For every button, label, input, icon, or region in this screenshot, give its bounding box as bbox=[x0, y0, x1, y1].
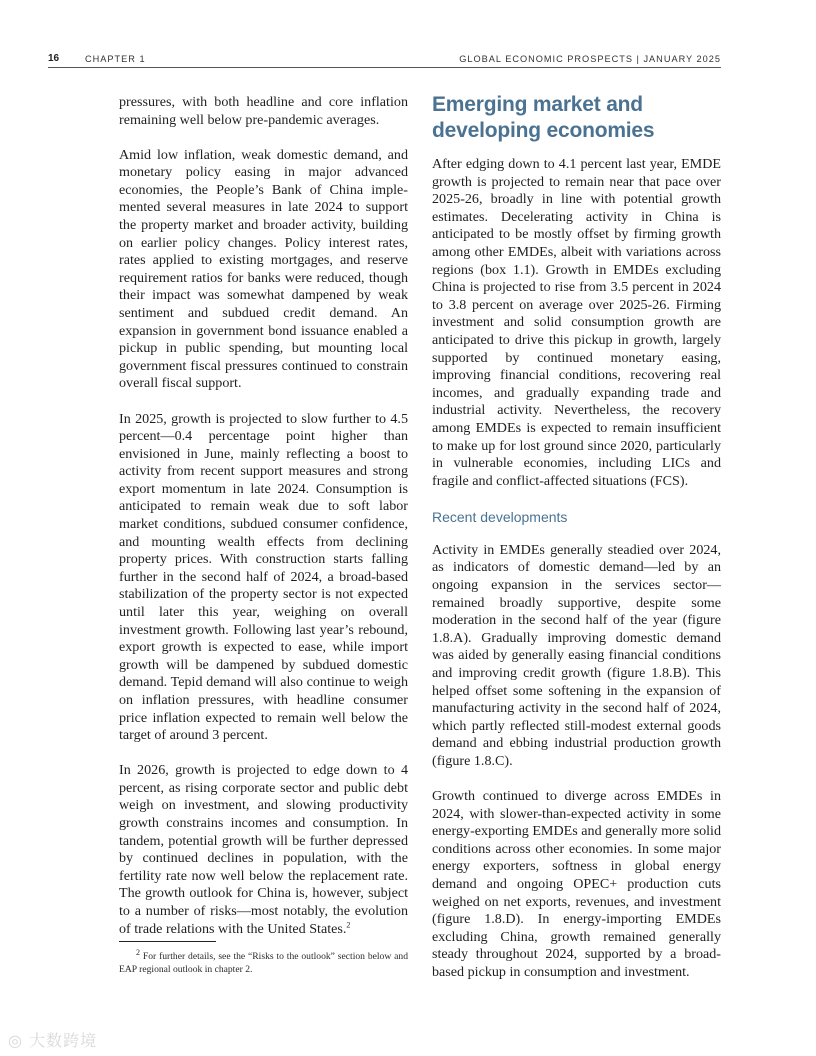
watermark-text: 大数跨境 bbox=[29, 1031, 98, 1050]
footnote bbox=[119, 947, 408, 976]
paragraph: pressures, with both headline and core inflation remaining well below pre-pandemic averages. bbox=[119, 94, 408, 128]
footnote-divider bbox=[119, 941, 216, 942]
paragraph: In 2025, growth is projected to slow further to 4.5 percent—0.4 percentage point higher than envisioned in June, mainly reflecting a boost to activity from recent support measures and strong export momentum in late 2024. Consumption is anticipated to remain weak due to soft labor market conditions, subdued consumer confidence, and mounting wealth effects from declining property prices. With construction starts falling further in the second half of 2024, a broad-based stabilization of the property sector is not expected until later this year, weighing on overall investment growth. Following last year’s rebound, export growth is expected to ease, while import growth will be dampened by subdued domestic demand. Tepid demand will also continue to weigh on inflation pressures, with headline consumer price inflation expected to remain well below the target of around 3 percent. bbox=[119, 410, 408, 744]
footnote-marker: 2 bbox=[136, 947, 140, 957]
section-heading: Emerging market and developing economies bbox=[432, 93, 655, 142]
left-column bbox=[119, 94, 408, 956]
page-number: 16 bbox=[48, 53, 60, 64]
paragraph-with-footnote bbox=[119, 762, 408, 938]
paragraph-text: In 2026, growth is projected to edge down to 4 percent, as rising corporate sector and public debt weigh on investment, and slowing productivity growth constrains incomes and consumption. In tandem, potential growth will be further depressed by continued declines in population, with the fertility rate now well below the replacement rate. The growth outlook for China is, however, subject to a number of risks—most notably, the evolution of trade relations with the United States. bbox=[119, 762, 408, 937]
footnote-reference[interactable]: 2 bbox=[346, 919, 351, 929]
watermark-icon: ◎ bbox=[8, 1031, 23, 1050]
report-title: GLOBAL ECONOMIC PROSPECTS | JANUARY 2025 bbox=[459, 54, 721, 64]
paragraph: Growth continued to diverge across EMDEs in 2024, with slower-than-expected activity in some energy-exporting EMDEs and generally more solid conditions across other economies. In some major energy exporters, softness in global energy demand and ongoing OPEC+ production cuts weighed on net exports, revenues, and investment (figure 1.8.D). In energy-importing EMDEs excluding China, growth remained generally steady throughout 2024, supported by a broad-based pickup in consumption and investment. bbox=[432, 788, 721, 980]
subsection-heading: Recent developments bbox=[432, 508, 568, 525]
running-header bbox=[48, 51, 721, 68]
right-column bbox=[432, 92, 721, 999]
intro-paragraph: After edging down to 4.1 percent last year, EMDE growth is projected to remain near that pace over 2025-26, broadly in line with potential growth estimates. Decelerating activity in China is anticipated to be mostly offset by firming growth among other EMDEs, albeit with variations across regions (box 1.1). Growth in EMDEs excluding China is projected to rise from 3.5 percent in 2024 to 3.8 percent on average over 2025-26. Firming investment and solid consumption growth are anticipated to drive this pickup in growth, largely supported by continued monetary easing, improving financial conditions, recovering real incomes, and gradually expanding trade and industrial activity. Nevertheless, the recovery among EMDEs is expected to remain insufficient to make up for lost ground since 2020, particularly in vulnerable economies, including LICs and fragile and conflict-affected situations (FCS). bbox=[432, 156, 721, 489]
watermark-logo bbox=[8, 1028, 97, 1051]
footnote-text: For further details, see the “Risks to the outlook” section below and EAP regional outlook in chapter 2. bbox=[119, 951, 408, 975]
chapter-label: CHAPTER 1 bbox=[85, 54, 146, 64]
paragraph: Activity in EMDEs generally steadied over 2024, as indicators of domestic demand—led by an ongoing expansion in the services sector—remained broadly supportive, despite some moderation in the second half of the year (figure 1.8.A). Gradually improving domestic demand was aided by generally easing financial conditions and improving credit growth (figure 1.8.B). This helped offset some softening in the expansion of manufacturing activity in the second half of 2024, which partly reflected still-modest external goods demand and ebbing industrial production growth (figure 1.8.C). bbox=[432, 541, 721, 769]
paragraph: Amid low inflation, weak domestic demand, and monetary policy easing in major advanced economies, the People’s Bank of China implemented several measures in late 2024 to support the property market and broader activity, building on earlier policy changes. Policy interest rates, rates applied to existing mortgages, and reserve requirement ratios for banks were reduced, though their impact was somewhat dampened by weak sentiment and subdued credit demand. An expansion in government bond issuance enabled a pickup in public spending, but mounting local government fiscal pressures continued to constrain overall fiscal support. bbox=[119, 146, 408, 392]
